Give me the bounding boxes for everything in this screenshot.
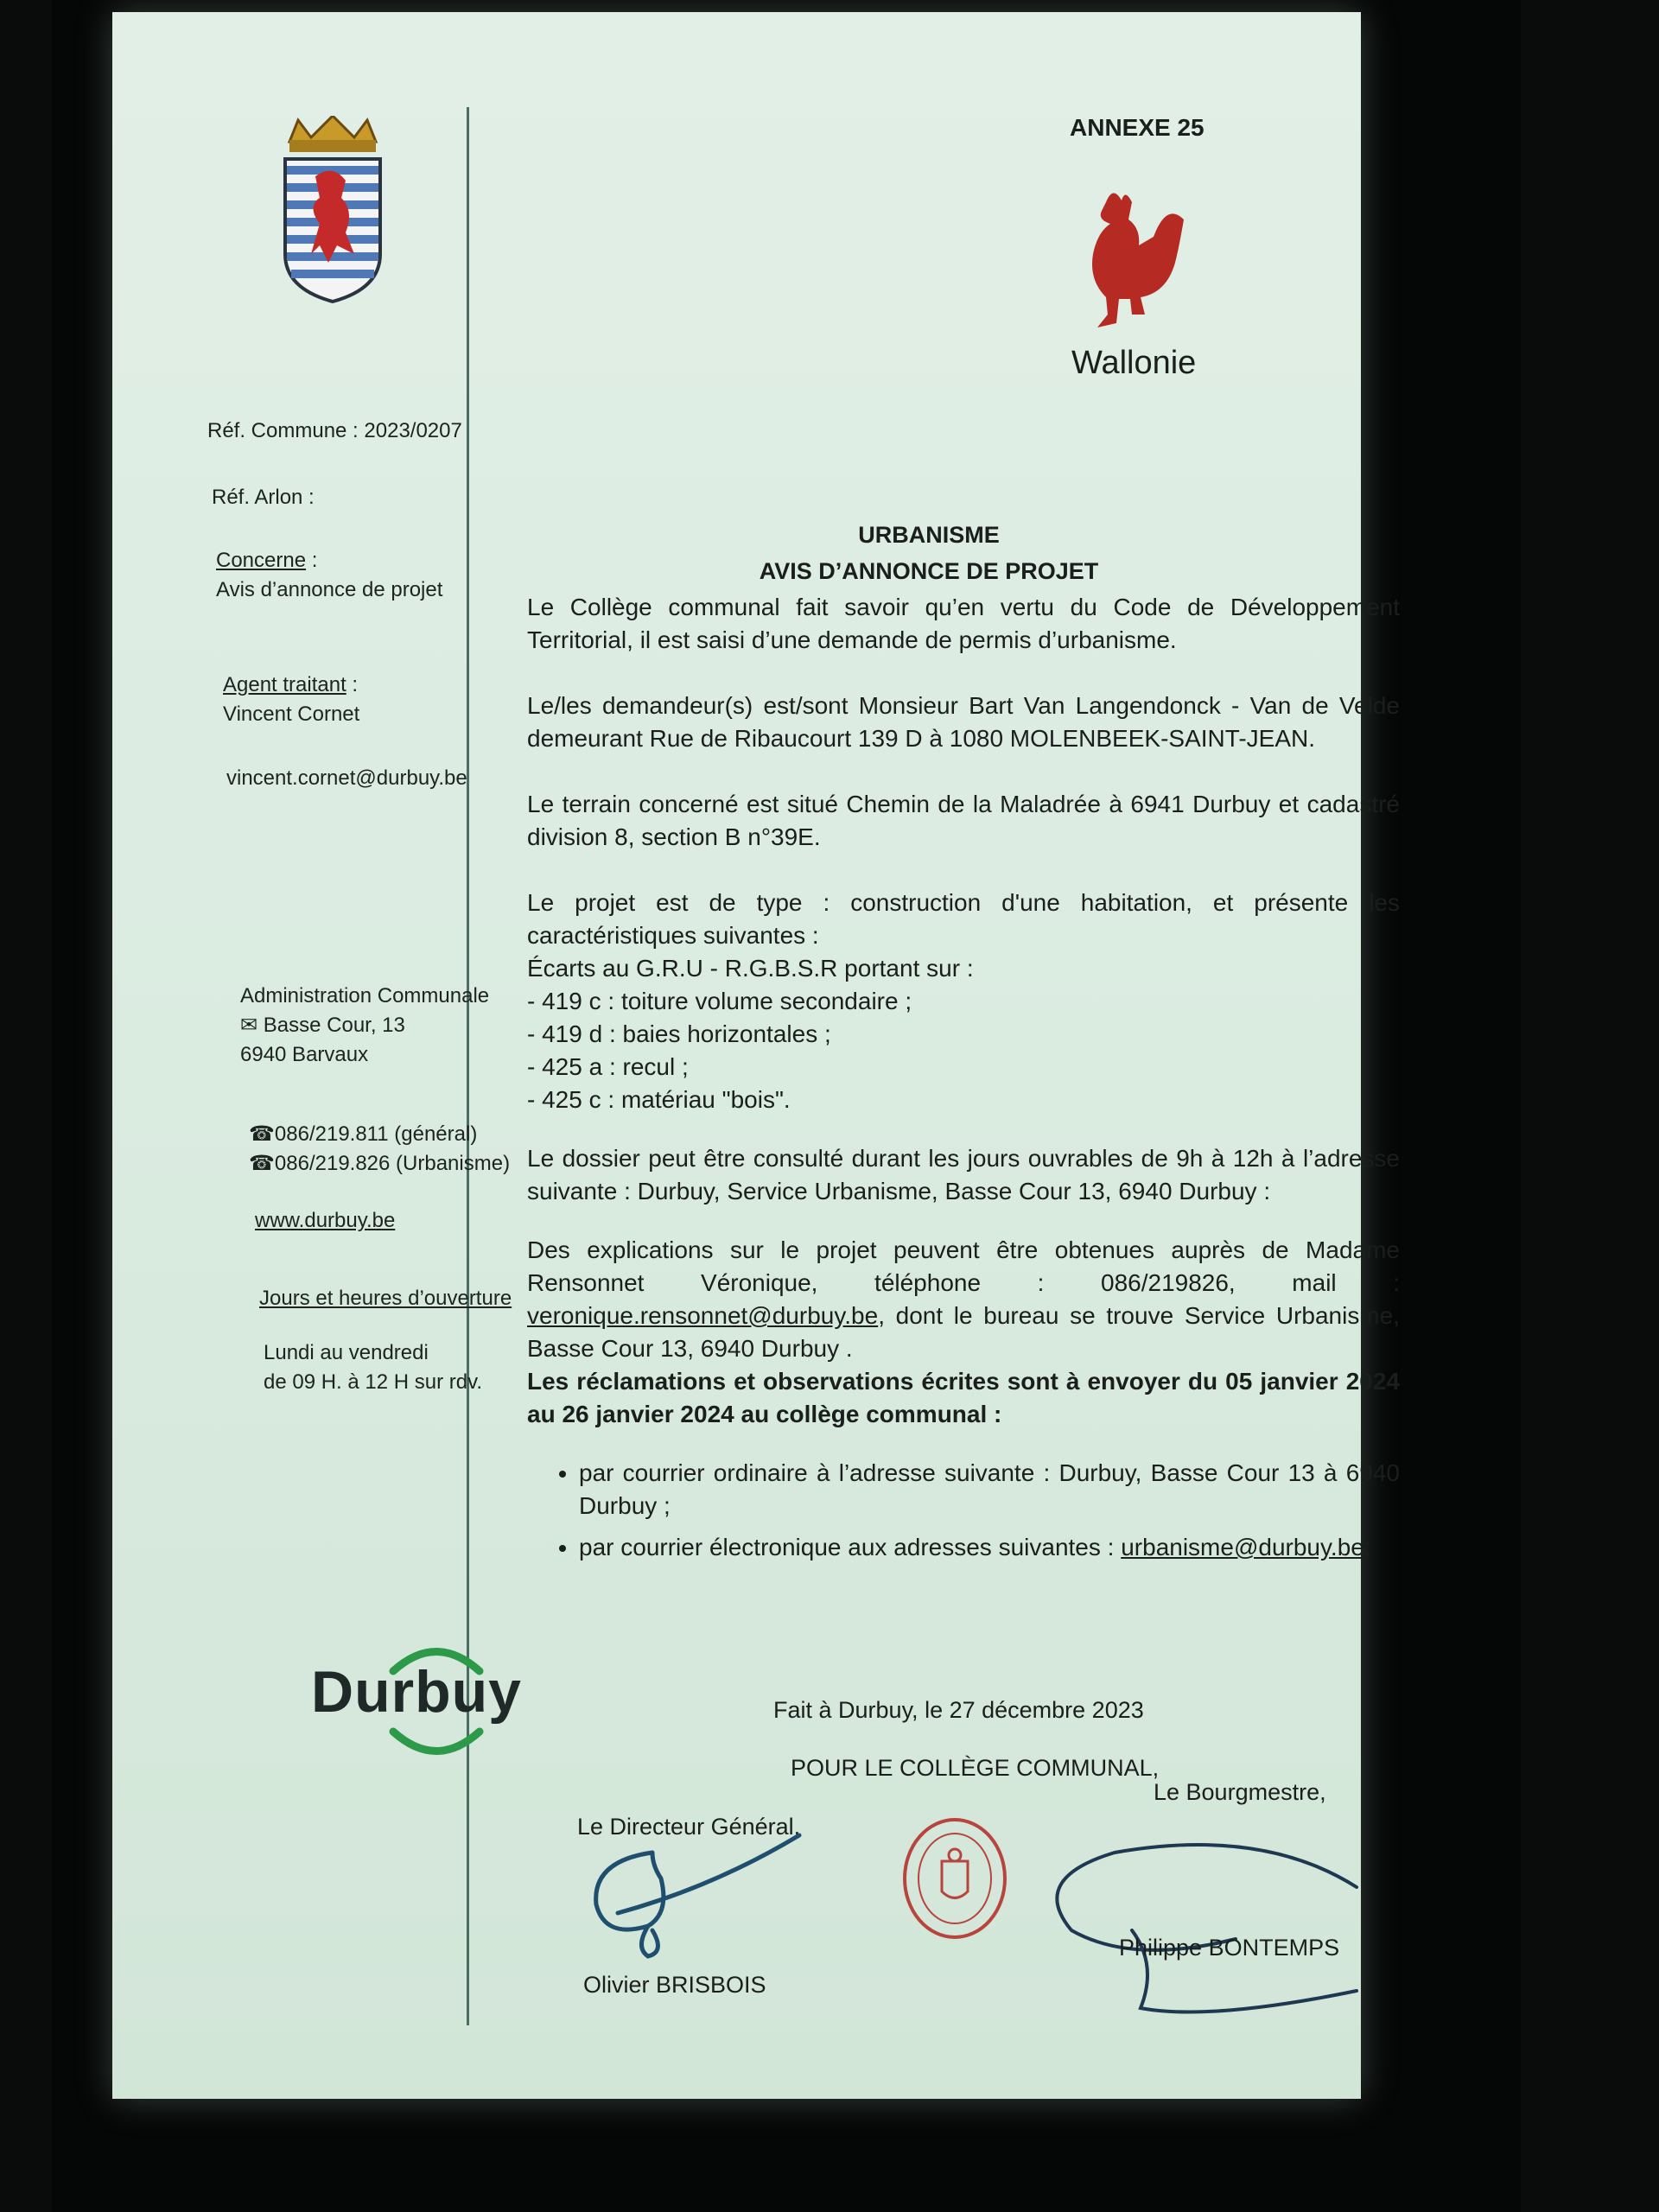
durbuy-logo: Durbuy: [311, 1659, 522, 1725]
urbanisme-email-link[interactable]: urbanisme@durbuy.be: [1121, 1534, 1364, 1560]
commune-stamp-icon: [899, 1814, 1011, 1943]
bourgmestre-title: Le Bourgmestre,: [1154, 1779, 1326, 1805]
concerne-label: Concerne: [216, 549, 307, 572]
agent-email[interactable]: vincent.cornet@durbuy.be: [226, 766, 467, 790]
explications-text: Des explications sur le projet peuvent être obtenues auprès de Madame Rensonnet Véronique, téléphone : 086/219826, mail :: [527, 1236, 1400, 1296]
agent-label: Agent traitant: [223, 673, 346, 696]
phone-icon: ☎: [249, 1122, 275, 1146]
ref-commune: Réf. Commune : 2023/0207: [207, 419, 462, 442]
item-419d: - 419 d : baies horizontales ;: [527, 1020, 831, 1047]
dossier-paragraph: Le dossier peut être consulté durant les jours ouvrables de 9h à 12h à l’adresse suivante : Durbuy, Service Urbanisme, Basse Cour 13, 6940 Durbuy :: [527, 1145, 1400, 1205]
admin-city: 6940 Barvaux: [240, 1043, 369, 1066]
fait-date: Fait à Durbuy, le 27 décembre 2023: [773, 1697, 1144, 1723]
rooster-icon: [1071, 185, 1192, 336]
item-419c: - 419 c : toiture volume secondaire ;: [527, 988, 912, 1014]
terrain-paragraph: Le terrain concerné est situé Chemin de la Maladrée à 6941 Durbuy et cadastré division 8, section B n°39E.: [527, 791, 1400, 850]
projet-paragraph: Le projet est de type : construction d'une habitation, et présente les caractéristiques suivantes :: [527, 889, 1400, 949]
document-sheet: [112, 12, 1400, 2099]
agent-name: Vincent Cornet: [223, 702, 360, 726]
bullet2-end: ;: [1363, 1534, 1371, 1560]
intro-paragraph: Le Collège communal fait savoir qu’en vertu du Code de Développement Territorial, il est saisi d’une demande de permis d’urbanisme.: [527, 594, 1400, 653]
list-item: • par courrier ordinaire à l’adresse suivante : Durbuy, Basse Cour 13 à 6940 Durbuy ;: [579, 1457, 1400, 1522]
explications-paragraph: [527, 1234, 1400, 1365]
annexe-label: ANNEXE 25: [1070, 114, 1205, 141]
item-425c: - 425 c : matériau "bois".: [527, 1086, 791, 1113]
bourgmestre-name: Philippe BONTEMPS: [1119, 1935, 1340, 1961]
ref-arlon: Réf. Arlon :: [212, 486, 315, 509]
bullet2-text: par courrier électronique aux adresses suivantes :: [579, 1534, 1115, 1560]
explications-text-end: , dont le bureau se trouve Service Urbanisme, Basse Cour 13, 6940 Durbuy .: [527, 1302, 1400, 1362]
phone-icon: ☎: [249, 1152, 275, 1175]
explications-email-link[interactable]: veronique.rensonnet@durbuy.be: [527, 1302, 879, 1329]
phone-general: 086/219.811 (général): [274, 1122, 478, 1146]
concerne-sep: :: [306, 549, 318, 572]
directeur-signature-icon: [583, 1827, 808, 1965]
phones-block: [249, 1120, 510, 1179]
list-item: [579, 1531, 1400, 1564]
coat-of-arms-icon: [272, 116, 393, 315]
website-link[interactable]: www.durbuy.be: [255, 1209, 396, 1232]
admin-block: [240, 982, 489, 1070]
ecarts-line: Écarts au G.R.U - R.G.B.S.R portant sur :: [527, 955, 974, 982]
wallonie-label: Wallonie: [1071, 345, 1197, 381]
agent-sep: :: [346, 673, 359, 696]
submission-list: [527, 1457, 1400, 1564]
agent-block: [223, 671, 359, 729]
directeur-title: Le Directeur Général,: [577, 1814, 801, 1840]
page-subtitle: AVIS D’ANNONCE DE PROJET: [759, 558, 1099, 584]
main-body: [527, 591, 1400, 1573]
demandeur-paragraph: Le/les demandeur(s) est/sont Monsieur Bart Van Langendonck - Van de Velde demeurant Rue de Ribaucourt 139 D à 1080 MOLENBEEK-SAINT-JEAN.: [527, 692, 1400, 752]
hours-label: Jours et heures d’ouverture: [259, 1287, 512, 1310]
hours-time: de 09 H. à 12 H sur rdv.: [264, 1370, 483, 1394]
hours-days: Lundi au vendredi: [264, 1341, 429, 1364]
pour-college: POUR LE COLLÈGE COMMUNAL,: [791, 1755, 1160, 1781]
admin-title: Administration Communale: [240, 984, 490, 1007]
envelope-icon: ✉: [240, 1014, 258, 1037]
directeur-name: Olivier BRISBOIS: [583, 1972, 766, 1998]
concerne-value: Avis d’annonce de projet: [216, 578, 443, 601]
item-425a: - 425 a : recul ;: [527, 1053, 689, 1080]
admin-street: Basse Cour, 13: [263, 1014, 405, 1037]
hours-block: [264, 1338, 482, 1397]
phone-urbanisme: 086/219.826 (Urbanisme): [274, 1152, 511, 1175]
page-title: URBANISME: [858, 522, 1000, 548]
reclamations-paragraph: Les réclamations et observations écrites sont à envoyer du 05 janvier 2024 au 26 janvier 2024 au collège communal :: [527, 1368, 1400, 1427]
